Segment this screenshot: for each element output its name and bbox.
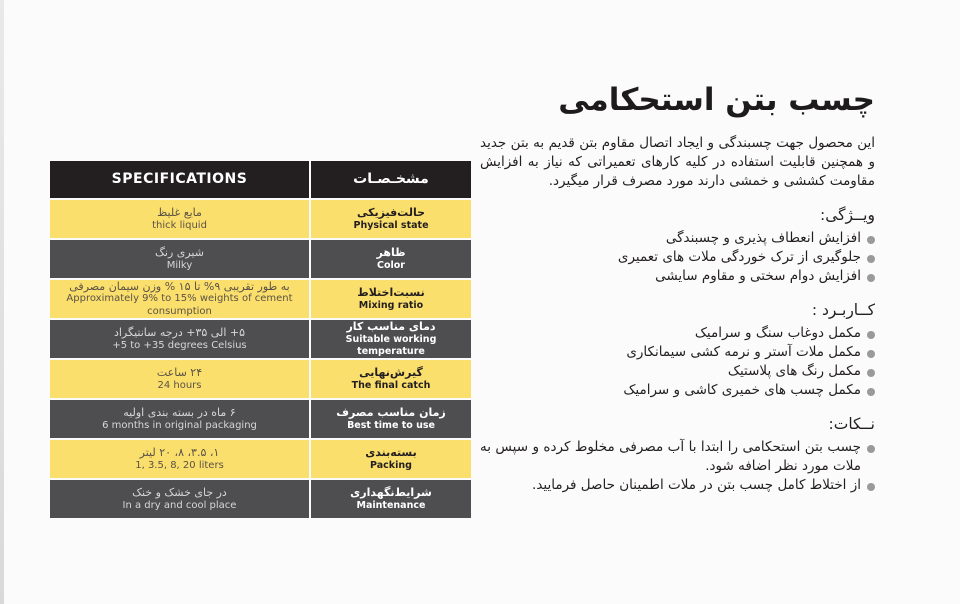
- spec-value-en: Milky: [166, 259, 193, 271]
- spec-label: [311, 480, 471, 518]
- table-row: [50, 280, 471, 318]
- table-row: [50, 240, 471, 278]
- table-row: [50, 440, 471, 478]
- spec-value: [50, 440, 309, 478]
- spec-label: [311, 280, 471, 318]
- product-intro: این محصول جهت چسبندگی و ایجاد اتصال مقاوم بتن قدیم به بتن جدید و همچنین قابلیت استفاده در کلیه کارهای تعمیراتی که نیاز به افزایش مقاومت کششی و خمشی دارند مورد مصرف قرار میگیرد.: [480, 135, 875, 189]
- spec-value-fa: به طور تقریبی ۹% تا ۱۵ % وزن سیمان مصرفی: [69, 279, 290, 293]
- spec-label: [311, 440, 471, 478]
- spec-value-fa: شیری رنگ: [155, 245, 204, 259]
- spec-value-fa: ۵+ الی ۳۵+ درجه سانتیگراد: [113, 325, 246, 339]
- spec-label-fa: زمان مناسب مصرف: [336, 406, 446, 420]
- spec-label-fa: شرایط‌نگهداری: [350, 486, 432, 500]
- spec-label: [311, 360, 471, 398]
- header-moshakhasat: مشخـصـات: [311, 161, 471, 198]
- spec-value-en: +5 to +35 degrees Celsius: [112, 339, 247, 351]
- product-title: چسب بتن استحکامی: [558, 82, 875, 118]
- spec-label-en: Mixing ratio: [358, 299, 424, 311]
- spec-label-fa: حالت‌فیزیکی: [356, 206, 426, 220]
- bullet-icon: [867, 350, 875, 358]
- spec-label-en: Suitable working temperature: [345, 334, 437, 357]
- notes-title: نــکات:: [828, 415, 875, 433]
- bullet-icon: [867, 236, 875, 244]
- spec-value-fa: مایع غلیظ: [157, 205, 202, 219]
- list-item: از اختلاط کامل چسب بتن در ملات اطمینان حاصل فرمایید.: [480, 476, 875, 495]
- spec-value: [50, 360, 309, 398]
- spec-label: [311, 320, 471, 358]
- page-edge-shadow: [0, 0, 4, 604]
- spec-label-en: Maintenance: [356, 499, 426, 511]
- list-item: مکمل ملات آستر و نرمه کشی سیمانکاری: [480, 343, 875, 362]
- bullet-icon: [867, 445, 875, 453]
- spec-label-en: Physical state: [353, 219, 429, 231]
- spec-label-fa: بسته‌بندی: [365, 446, 417, 460]
- spec-value: [50, 320, 309, 358]
- list-item: جلوگیری از ترک خوردگی ملات های تعمیری: [480, 248, 875, 267]
- bullet-icon: [867, 388, 875, 396]
- list-item: چسب بتن استحکامی را ابتدا با آب مصرفی مخلوط کرده و سپس به ملات مورد نظر اضافه شود.: [480, 438, 875, 476]
- spec-value-fa: در جای خشک و خنک: [132, 485, 227, 499]
- spec-value: [50, 280, 309, 318]
- spec-value: [50, 200, 309, 238]
- table-header: [50, 161, 471, 198]
- bullet-icon: [867, 369, 875, 377]
- spec-value-fa: ۶ ماه در بسته بندی اولیه: [123, 405, 236, 419]
- features-title: ویــژگی:: [820, 206, 875, 224]
- bullet-icon: [867, 483, 875, 491]
- spec-label-fa: دمای مناسب کار: [346, 320, 436, 334]
- spec-label-en: Best time to use: [347, 419, 435, 431]
- usage-title: کــاربـرد :: [811, 301, 875, 319]
- spec-label-fa: ظاهر: [376, 246, 406, 260]
- list-item: افزایش دوام سختی و مقاوم سایشی: [480, 267, 875, 286]
- spec-value-fa: ۲۴ ساعت: [156, 365, 203, 379]
- bullet-icon: [867, 274, 875, 282]
- spec-label: [311, 400, 471, 438]
- notes-list: [480, 438, 875, 495]
- list-item: افزایش انعطاف پذیری و چسبندگی: [480, 229, 875, 248]
- spec-value-en: 24 hours: [157, 379, 202, 391]
- product-description: [480, 80, 875, 495]
- bullet-icon: [867, 331, 875, 339]
- spec-label: [311, 240, 471, 278]
- spec-value-en: 6 months in original packaging: [102, 419, 257, 431]
- spec-value-en: In a dry and cool place: [122, 499, 237, 511]
- list-item: مکمل چسب های خمیری کاشی و سرامیک: [480, 381, 875, 400]
- table-row: [50, 360, 471, 398]
- bullet-icon: [867, 255, 875, 263]
- spec-value: [50, 240, 309, 278]
- table-row: [50, 320, 471, 358]
- spec-value: [50, 400, 309, 438]
- header-specifications: SPECIFICATIONS: [50, 161, 309, 198]
- spec-label-fa: نسبت‌اختلاط: [357, 286, 425, 300]
- spec-value-en: thick liquid: [152, 219, 207, 231]
- list-item: مکمل رنگ های پلاستیک: [480, 362, 875, 381]
- table-row: [50, 200, 471, 238]
- spec-label-en: The final catch: [351, 379, 431, 391]
- spec-value-fa: ۱، ۳.۵، ۸، ۲۰ لیتر: [139, 445, 220, 459]
- list-item: مکمل دوغاب سنگ و سرامیک: [480, 324, 875, 343]
- spec-label-en: Color: [377, 259, 405, 271]
- spec-value-en: 1, 3.5, 8, 20 liters: [135, 459, 224, 471]
- table-row: [50, 480, 471, 518]
- spec-value-en: Approximately 9% to 15% weights of cement consumption: [66, 293, 293, 317]
- spec-label: [311, 200, 471, 238]
- usage-list: [480, 324, 875, 400]
- specifications-table: [50, 161, 471, 518]
- spec-value: [50, 480, 309, 518]
- table-row: [50, 400, 471, 438]
- spec-label-fa: گیرش‌نهایی: [359, 366, 423, 380]
- features-list: [480, 229, 875, 286]
- spec-label-en: Packing: [370, 459, 412, 471]
